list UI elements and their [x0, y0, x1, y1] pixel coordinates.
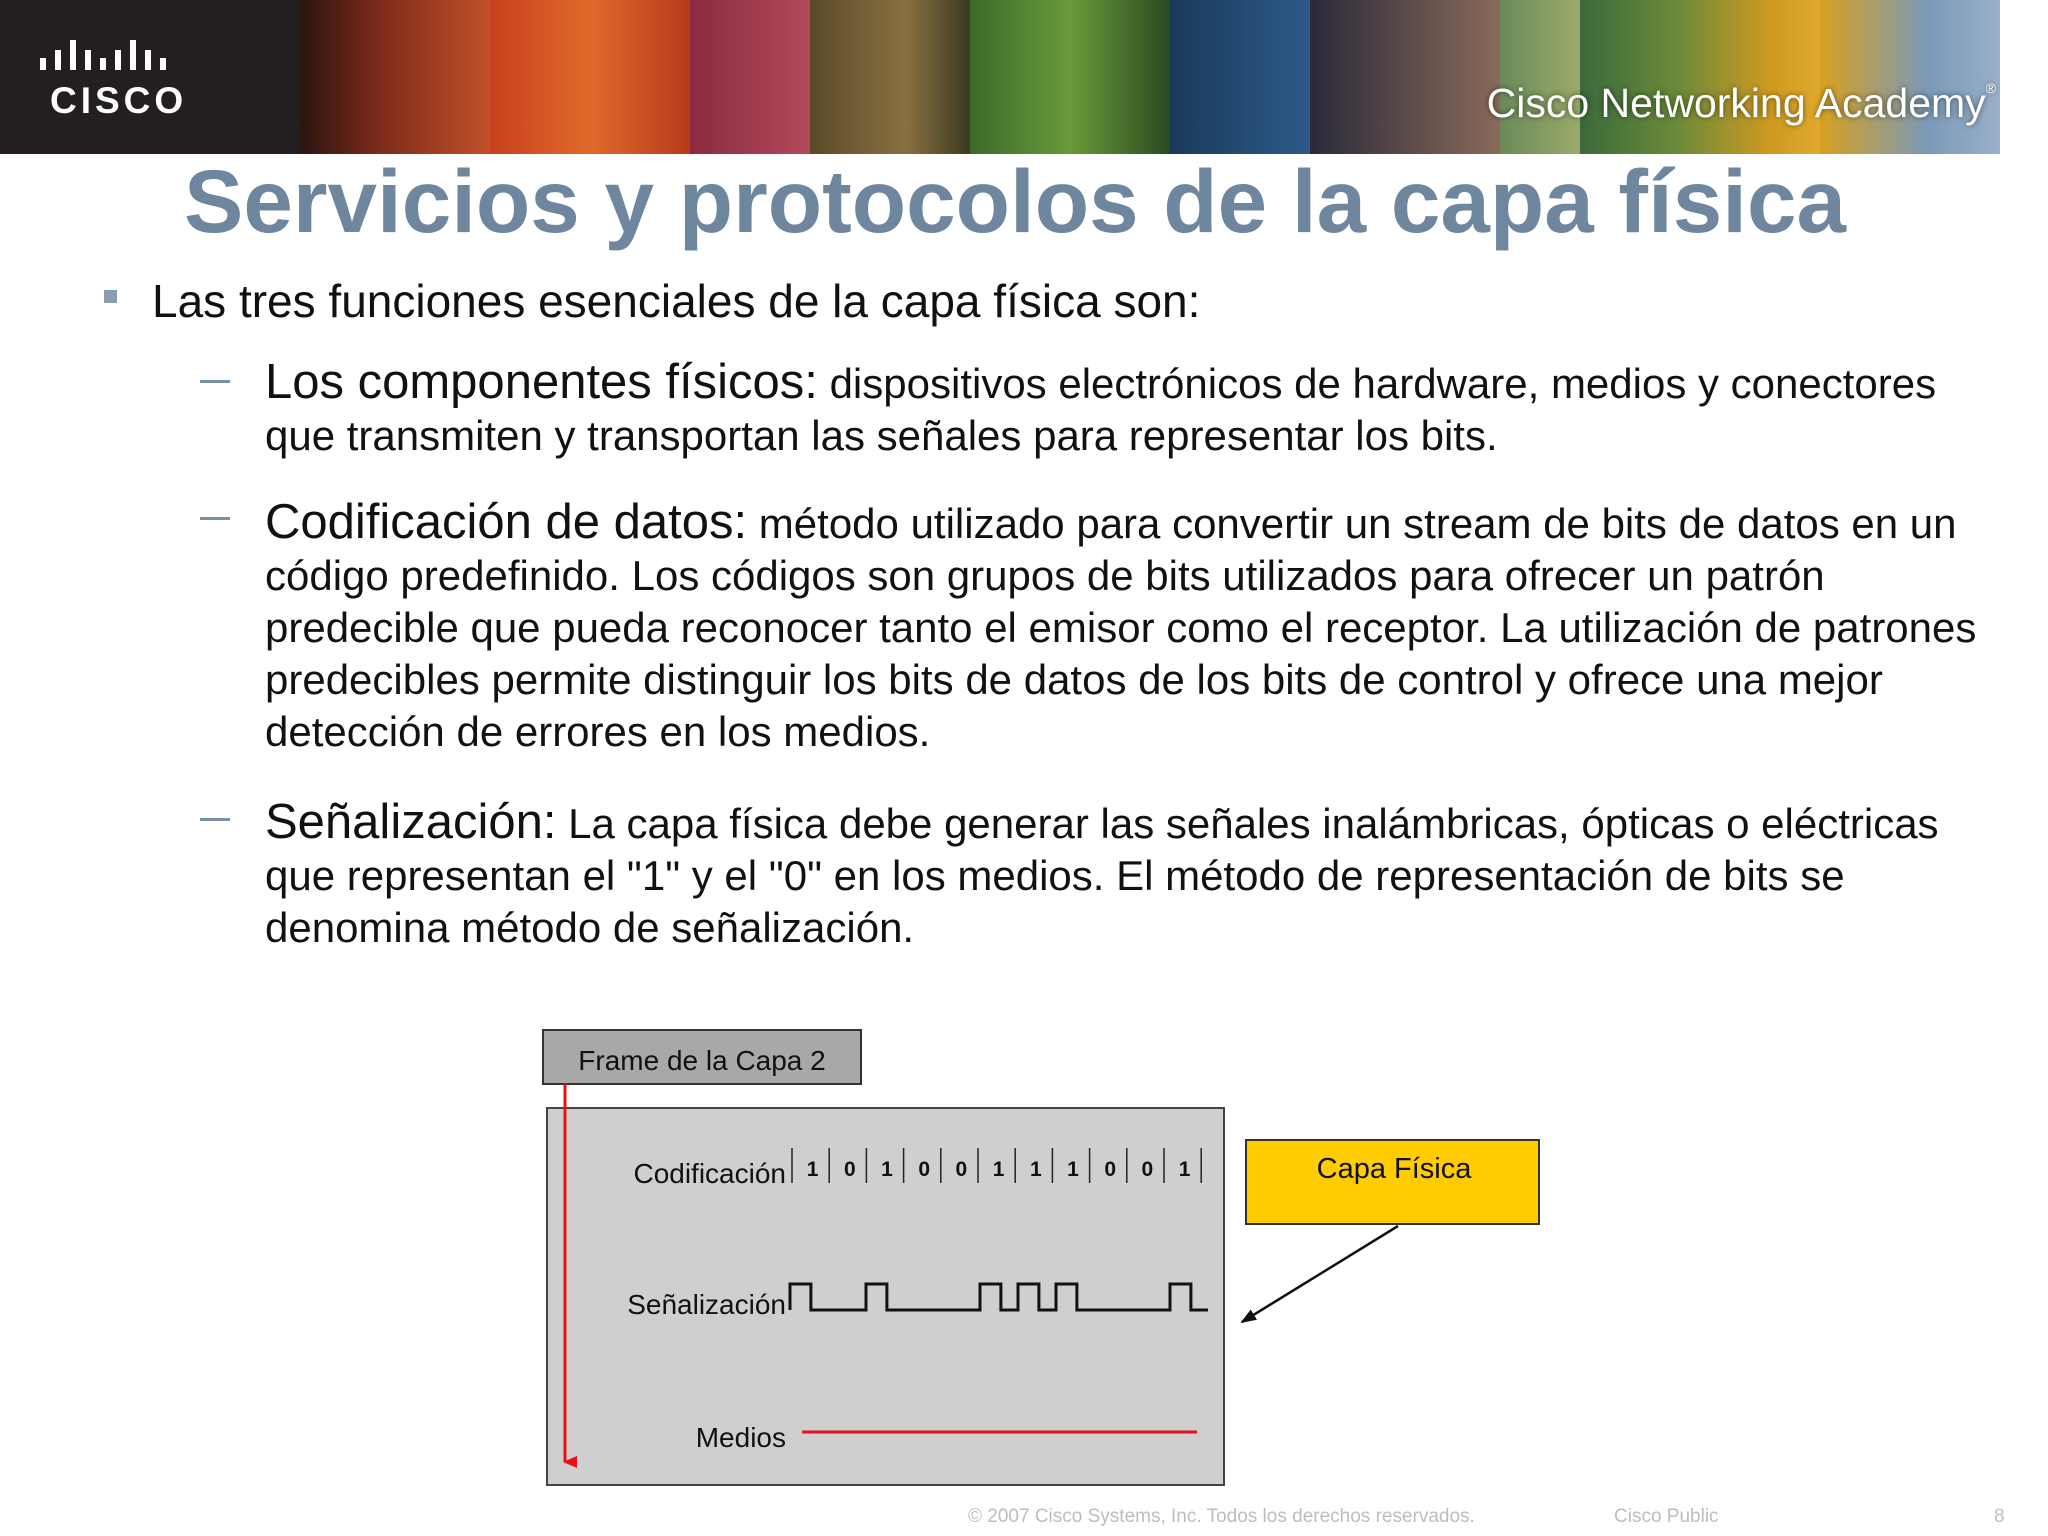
item-heading: Codificación de datos: — [265, 495, 748, 549]
frame-label: Frame de la Capa 2 — [578, 1045, 826, 1076]
item-body: método utilizado para convertir un stream de bits de datos en un código predefinido. Los códigos son grupos de bits utilizados para ofrecer un patrón predecible que pueda reconocer tanto el emisor como el receptor. La utilización de patrones predecibles permite distinguir los bits de datos de los bits de control y ofrece una mejor detección de errores en los medios. — [265, 500, 1977, 755]
item-heading: Señalización: — [265, 795, 557, 849]
bit-value: 0 — [1104, 1158, 1117, 1181]
bit-value: 1 — [992, 1158, 1005, 1181]
encoding-label: Codificación — [633, 1158, 786, 1189]
item-body: La capa física debe generar las señales inalámbricas, ópticas o eléctricas que representan el "1" y el "0" en los medios. El método de representación de bits se denomina método de señalización. — [265, 800, 1939, 951]
bit-value: 0 — [918, 1158, 931, 1181]
bit-value: 0 — [955, 1158, 968, 1181]
item-heading: Los componentes físicos: — [265, 355, 818, 409]
bit-value: 1 — [1178, 1158, 1191, 1181]
bit-value: 0 — [843, 1158, 856, 1181]
bit-value: 1 — [806, 1158, 819, 1181]
intro-text: Las tres funciones esenciales de la capa física son: — [152, 275, 1201, 327]
bit-value: 0 — [1141, 1158, 1154, 1181]
physical-layer-label: Capa Física — [1316, 1153, 1472, 1185]
bit-value: 1 — [1067, 1158, 1079, 1181]
academy-mark: ® — [1985, 80, 1996, 96]
pointer-arrow — [1242, 1226, 1398, 1322]
item-body: dispositivos electrónicos de hardware, medios y conectores que transmiten y transportan las señales para representar los bits. — [265, 360, 1937, 459]
footer-copyright: © 2007 Cisco Systems, Inc. Todos los derechos reservados. — [968, 1506, 1475, 1527]
media-label: Medios — [695, 1422, 786, 1453]
bit-value: 1 — [1029, 1158, 1042, 1181]
signaling-label: Señalización — [627, 1289, 786, 1320]
page-number: 8 — [1994, 1506, 2005, 1527]
footer-classification: Cisco Public — [1614, 1506, 1719, 1527]
slide-title: Servicios y protocolos de la capa física — [183, 151, 1846, 251]
bit-value: 1 — [881, 1158, 893, 1181]
academy-text: Cisco Networking Academy — [1486, 80, 1986, 126]
cisco-wordmark: CISCO — [50, 80, 188, 121]
